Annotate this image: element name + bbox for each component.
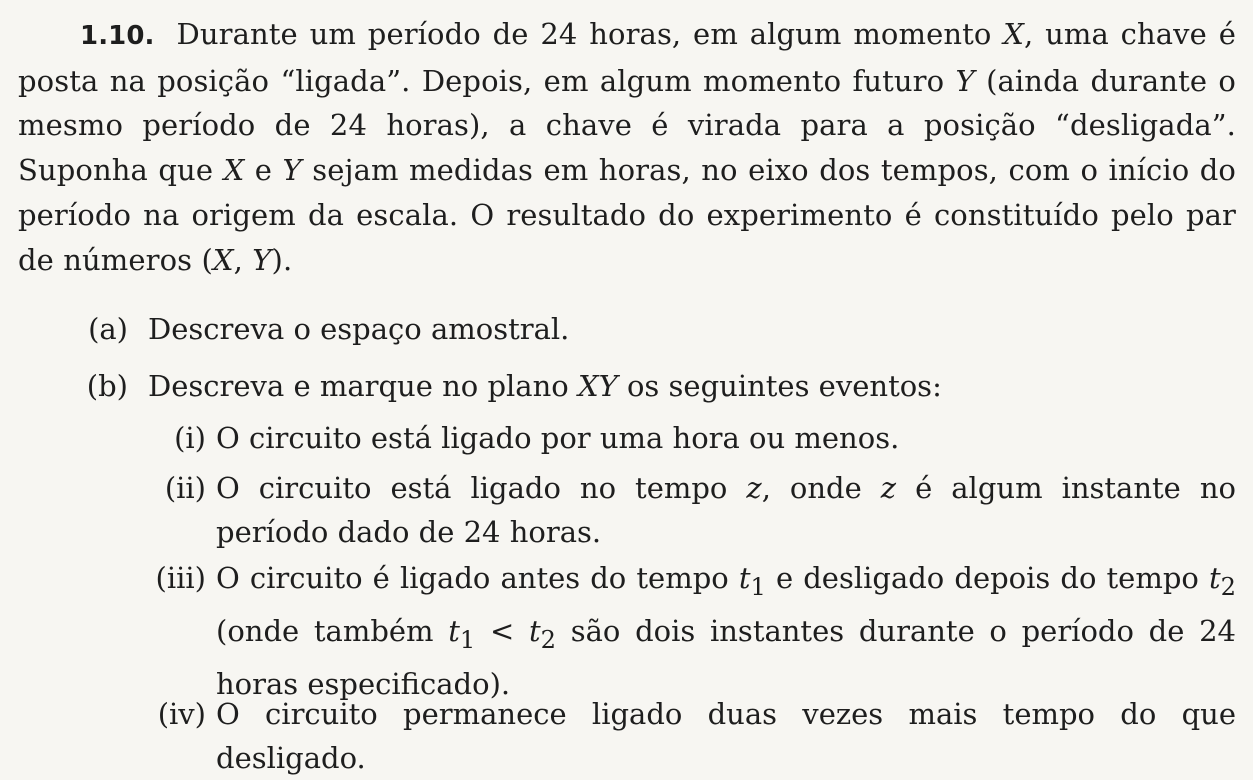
problem-number: 1.10. [80,21,155,51]
var-z: z [746,471,762,505]
subitem-iii-segment: O circuito é ligado antes do tempo [216,561,739,595]
statement-text: , [233,242,253,277]
subscript: 2 [1220,572,1236,601]
var-t: t [1208,561,1221,595]
problem-statement [18,12,1236,282]
subitem-ii-segment: é algum instante no período dado de 24 horas. [216,471,1236,549]
subitem-iii-segment: e desligado depois do tempo [765,561,1209,595]
subitem-iii-segment: < [475,613,530,648]
part-b-label: (b) [86,369,128,403]
subitem-ii-segment: O circuito está ligado no tempo [216,471,747,505]
subitem-i-label: (i) [174,421,206,455]
statement-text: ). [271,242,293,277]
var-xy: XY [577,369,618,403]
statement-text: e [244,153,283,188]
part-b-text-segment: os seguintes eventos: [617,369,942,403]
subitem-iii-segment: (onde também [216,613,449,648]
subitem-iv-label: (iv) [157,697,206,731]
subscript: 1 [750,572,766,601]
subitem-iii-label: (iii) [155,561,206,595]
var-y: Y [955,63,975,98]
subitem-iii-segment: são dois instantes durante o período de 24 horas especificado). [216,613,1236,701]
var-x: X [212,242,234,277]
subitem-ii-text [216,466,1236,554]
var-t: t [529,613,541,648]
var-y: Y [252,242,272,277]
var-x: X [1003,17,1024,51]
var-x: X [223,153,245,188]
var-y: Y [282,153,302,188]
part-b-text-segment: Descreva e marque no plano [148,369,578,403]
subscript: 1 [459,625,476,654]
subitem-i-text: O circuito está ligado por uma hora ou menos. [216,421,900,455]
statement-text: (ainda durante o mesmo período de 24 horas), a chave é virada para a posição “desligada”. Suponha que [18,63,1236,188]
part-b-text [148,364,1148,408]
statement-text: Durante um período de 24 horas, em algum momento [176,17,1004,51]
part-a-label: (a) [88,312,128,346]
subitem-ii-segment: , onde [761,471,881,505]
subitem-ii-label: (ii) [164,471,206,505]
part-a-text: Descreva o espaço amostral. [148,312,570,346]
statement-text: sejam medidas em horas, no eixo dos tempos, com o início do período na origem da escala. O resultado do experimento é constituído pelo par de números ( [18,153,1236,277]
var-t: t [448,613,460,648]
var-t: t [738,561,751,595]
subitem-iii-text [216,556,1236,706]
var-z: z [880,471,897,505]
statement-text: , uma chave é posta na posição “ligada”. Depois, em algum momento futuro [18,17,1236,98]
subscript: 2 [540,625,557,654]
subitem-iv-text: O circuito permanece ligado duas vezes mais tempo do que desligado. [216,697,1236,775]
